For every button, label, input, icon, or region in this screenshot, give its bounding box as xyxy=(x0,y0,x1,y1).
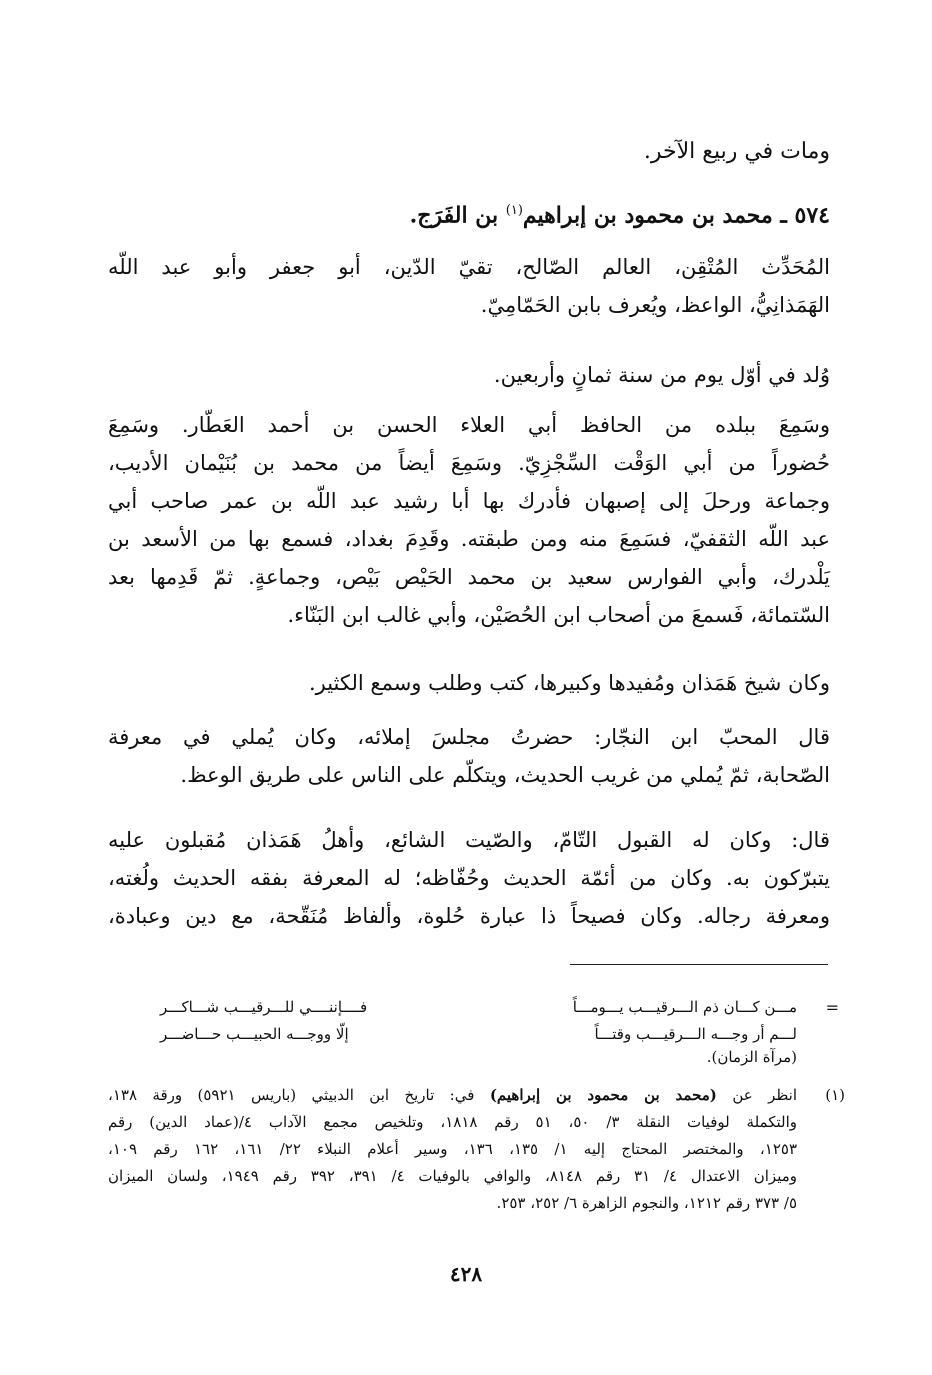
text-line: وُلد في أوّل يوم من سنة ثمانٍ وأربعين. xyxy=(493,363,830,387)
poem-verses xyxy=(160,990,797,1048)
verse-hemistich: مـــن كـــان ذم الـــرقيـــب يـــومـــاً xyxy=(572,998,797,1016)
biography-heading xyxy=(108,197,830,229)
text-line: السّتمائة، فَسمعَ من أصحاب ابن الحُصَيْن، وأبي غالب ابن البَنّاء. xyxy=(287,603,830,627)
footnote-number: (١) xyxy=(825,1086,845,1104)
footnote-divider xyxy=(570,964,828,965)
text-line: ومات في ربيع الآخر. xyxy=(643,139,830,164)
continuation-mark: = xyxy=(825,998,839,1017)
text-line: الصّحابة، ثمّ يُملي من غريب الحديث، ويتكلّم على الناس على طريق الوعظ. xyxy=(180,763,830,787)
paragraph xyxy=(108,406,830,634)
footnote-1 xyxy=(108,1082,845,1217)
text-line: يتبرّكون به. وكان من أئمّة الحديث وحُفّاظه؛ له المعرفة بفقه الحديث ولُغته، xyxy=(108,866,830,890)
text-line: قال: وكان له القبول التّامّ، والصّيت الشائع، وأهلُ هَمَذان مُقبلون عليه xyxy=(108,828,830,852)
footnote-line: وميزان الاعتدال ٤/ ٣١ رقم ٨١٤٨، والوافي بالوفيات ٤/ ٣٩١، ٣٩٢ رقم ١٩٤٩، ولسان الميزان xyxy=(108,1167,798,1185)
text-line: عبد اللّه الثقفيّ، فسَمِعَ منه ومن طبقته. وقَدِمَ بغداد، فسمع بها من الأسعد بن xyxy=(108,527,830,551)
verse-hemistich: فــــإننــــي للـــرقيـــب شـــاكـــر xyxy=(160,998,368,1016)
footnote-line xyxy=(108,1082,797,1109)
paragraph xyxy=(108,664,830,702)
text-line: يَلْدرك، وأبي الفوارس سعيد بن محمد الحَيْص بَيْص، وجماعةٍ. ثمّ قَدِمها بعد xyxy=(108,565,830,589)
footnote-ref: في: تاريخ ابن الدبيثي (باريس ٥٩٢١) ورقة ١٣٨، xyxy=(108,1086,475,1104)
text-line: الهَمَذانِيُّ، الواعظ، ويُعرف بابن الحَمّامِيّ. xyxy=(480,293,830,317)
text-line: ومعرفة رجاله. وكان فصيحاً ذا عبارة حُلوة، وألفاظ مُنَقّحة، مع دين وعبادة، xyxy=(108,904,830,928)
footnote-subject: (محمد بن محمود بن إبراهيم) xyxy=(489,1086,717,1104)
page-number: ٤٢٨ xyxy=(449,1262,483,1286)
footnote-text xyxy=(108,1082,797,1217)
paragraph xyxy=(108,248,830,324)
footnote-marker[interactable]: (١) xyxy=(505,203,523,218)
footnote-line: ٥/ ٣٧٣ رقم ١٢١٢، والنجوم الزاهرة ٦/ ٢٥٢، ٢٥٣. xyxy=(496,1194,797,1212)
paragraph xyxy=(108,356,830,394)
verse-hemistich: لـــم أر وجـــه الـــرقيـــب وقتـــاً xyxy=(594,1025,797,1043)
verse-hemistich: إلّا ووجـــه الحبيـــب حـــاضـــر xyxy=(160,1025,349,1043)
verse-source: (مرآة الزمان). xyxy=(706,1048,797,1066)
text-line: حُضوراً من أبي الوَقْت السِّجْزِيّ. وسَمِعَ أيضاً من محمد بن بُنَيْمان الأديب، xyxy=(108,451,830,475)
footnote-intro: انظر عن xyxy=(732,1086,798,1104)
paragraph xyxy=(108,821,830,935)
footnote-line: ١٢٥٣، والمختصر المحتاج إليه ١/ ١٣٥، ١٣٦، وسير أعلام النبلاء ٢٢/ ١٦١، ١٦٢ رقم ١٠٩، xyxy=(108,1140,798,1158)
text-line: وسَمِعَ ببلده من الحافظ أبي العلاء الحسن بن أحمد العَطّار. وسَمِعَ xyxy=(108,413,830,437)
text-line: وجماعة ورحلَ إلى إصبهان فأدرك بها أبا رشيد عبد اللّه بن عمر صاحب أبي xyxy=(108,489,830,513)
footnote-line: والتكملة لوفيات النقلة ٣/ ٥٠، ٥١ رقم ١٨١٨، وتلخيص مجمع الآداب ٤/(عماد الدين) رقم xyxy=(108,1113,798,1131)
paragraph xyxy=(108,718,830,794)
heading-end: بن الفَرَج. xyxy=(409,202,499,229)
heading-name: ٥٧٤ ـ محمد بن محمود بن إبراهيم xyxy=(522,202,830,229)
text-line: وكان شيخ هَمَذان ومُفيدها وكبيرها، كتب وطلب وسمع الكثير. xyxy=(308,671,830,695)
text-line: المُحَدِّث المُتْقِن، العالم الصّالح، تقيّ الدّين، أبو جعفر وأبو عبد اللّه xyxy=(108,255,830,279)
text-line: قال المحبّ ابن النجّار: حضرتُ مجلسَ إملائه، وكان يُملي في معرفة xyxy=(108,725,830,749)
